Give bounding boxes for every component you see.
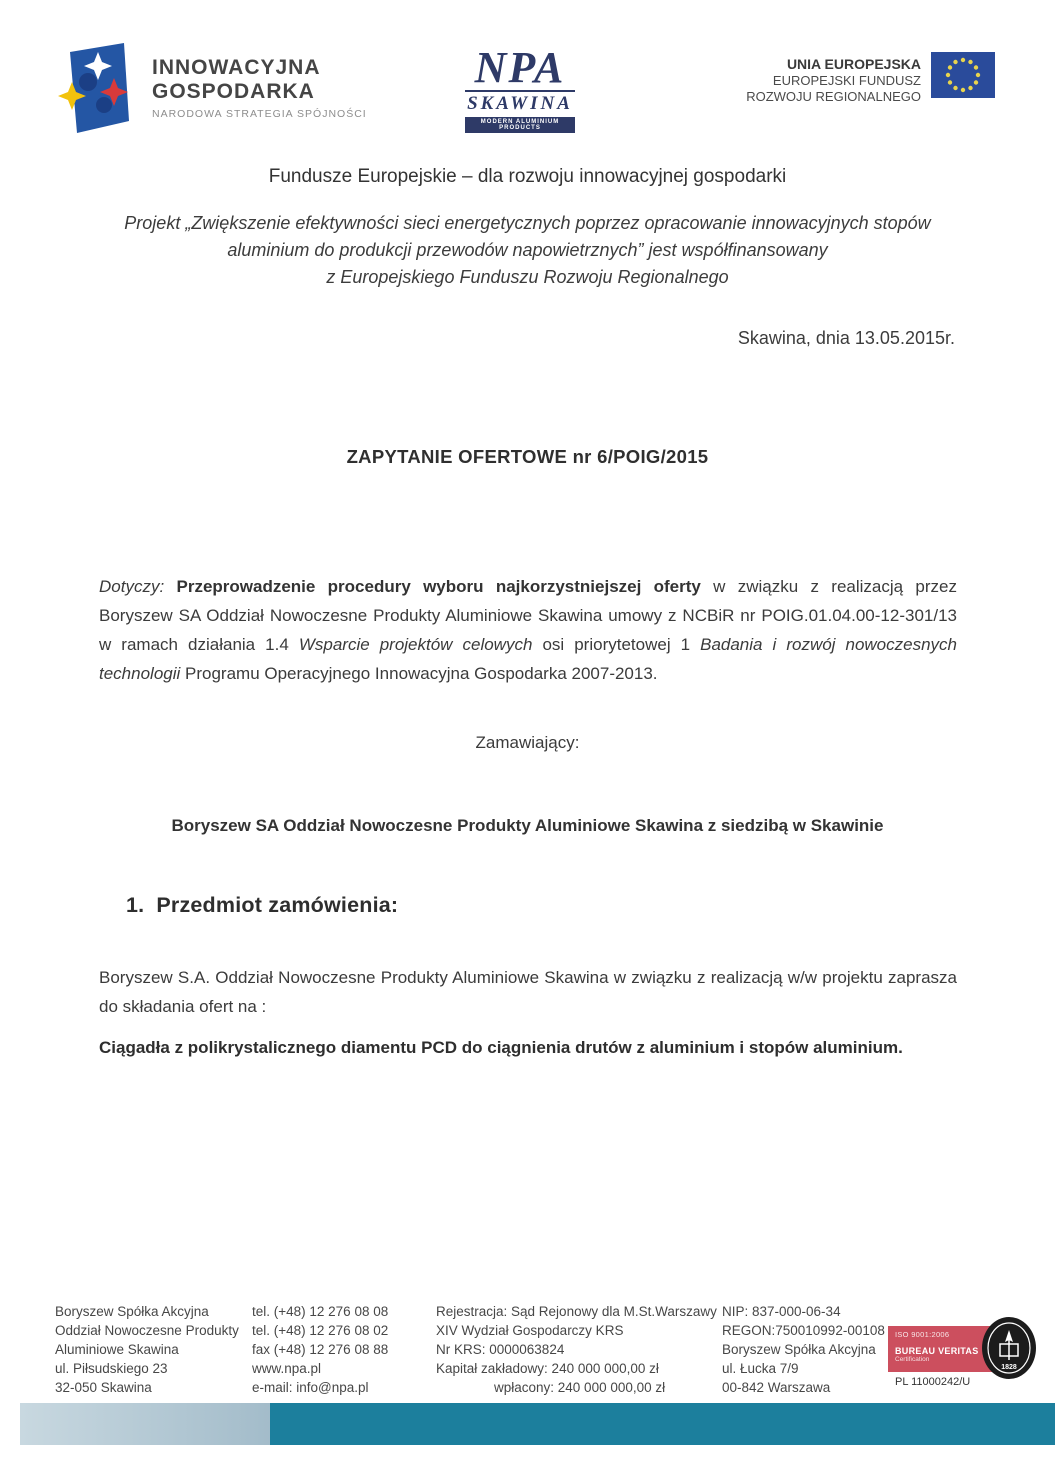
footer-line: ul. Piłsudskiego 23 [55, 1361, 168, 1376]
footer-line: tel. (+48) 12 276 08 08 [252, 1304, 389, 1319]
footer-line: NIP: 837-000-06-34 [722, 1304, 841, 1319]
footer-line: wpłacony: 240 000 000,00 zł [494, 1380, 666, 1395]
innowacyjna-gospodarka-logo [58, 42, 367, 139]
footer-registry-column [436, 1302, 721, 1397]
document-title: ZAPYTANIE OFERTOWE nr 6/POIG/2015 [346, 446, 709, 467]
section-1-title: Przedmiot zamówienia: [156, 893, 399, 917]
certificate-code: PL 11000242/U [895, 1376, 971, 1388]
project-line3: z Europejskiego Funduszu Rozwoju Regionalnego [326, 267, 729, 287]
eu-line2: EUROPEJSKI FUNDUSZ [772, 73, 921, 88]
footer-contact-column [252, 1302, 437, 1397]
project-line2: aluminium do produkcji przewodów napowietrznych” jest współfinansowany [227, 240, 828, 260]
npa-logo-tagline: MODERN ALUMINIUM PRODUCTS [465, 117, 575, 133]
eu-line3: ROZWOJU REGIONALNEGO [746, 89, 921, 104]
ig-line2: GOSPODARKA [152, 80, 315, 103]
eu-logo-text [746, 56, 921, 105]
dotyczy-paragraph [99, 572, 957, 688]
iso-certification-label: ISO 9001:2006 [895, 1330, 950, 1339]
section-1-number: 1. [126, 893, 145, 917]
subject-line: Ciągadła z polikrystalicznego diamentu PCD do ciągnienia drutów z aluminium i stopów aluminium. [99, 1038, 903, 1057]
bottom-bar-teal-segment [270, 1403, 1055, 1445]
ig-flag-icon [58, 42, 138, 139]
footer-line: 00-842 Warszawa [722, 1380, 831, 1395]
ig-logo-text [152, 56, 367, 120]
dotyczy-text3: Programu Operacyjnego Innowacyjna Gospodarka 2007-2013. [180, 664, 658, 683]
footer-address-column [55, 1302, 250, 1397]
footer-line: fax (+48) 12 276 08 88 [252, 1342, 389, 1357]
project-line1: Projekt „Zwiększenie efektywności sieci energetycznych poprzez opracowanie innowacyjnych stopów [124, 213, 931, 233]
bureau-veritas-badge [888, 1322, 1046, 1398]
certification-label: Certification [895, 1356, 930, 1363]
date-line: Skawina, dnia 13.05.2015r. [737, 328, 955, 348]
bureau-veritas-name: BUREAU VERITAS [895, 1346, 979, 1356]
section-1-body: Boryszew S.A. Oddział Nowoczesne Produkty Aluminiowe Skawina w związku z realizacją w/w projektu zaprasza do składania ofert na : [99, 968, 957, 1016]
dotyczy-label: Dotyczy: [99, 577, 177, 596]
footer-line: tel. (+48) 12 276 08 02 [252, 1323, 389, 1338]
footer-tax-column [722, 1302, 897, 1397]
ig-line1: INNOWACYJNA [152, 56, 321, 79]
footer-line: REGON:750010992-00108 [722, 1323, 885, 1338]
footer-email: e-mail: info@npa.pl [252, 1380, 369, 1395]
footer-line: Kapitał zakładowy: 240 000 000,00 zł [436, 1361, 659, 1376]
footer-line: Nr KRS: 0000063824 [436, 1342, 565, 1357]
footer-line: Boryszew Spółka Akcyjna [722, 1342, 876, 1357]
section-1-heading [126, 893, 398, 918]
footer-line: Rejestracja: Sąd Rejonowy dla M.St.Warszawy [436, 1304, 717, 1319]
npa-skawina-logo [465, 43, 575, 133]
footer-line: ul. Łucka 7/9 [722, 1361, 799, 1376]
footer-line: Boryszew Spółka Akcyjna [55, 1304, 209, 1319]
zamawiajacy-label: Zamawiający: [475, 733, 580, 752]
footer-line: Aluminiowe Skawina [55, 1342, 179, 1357]
dotyczy-italic1: Wsparcie projektów celowych [298, 635, 533, 654]
dotyczy-italic2: Badania i rozwój nowoczesnych technologii [99, 635, 957, 683]
footer-line: 32-050 Skawina [55, 1380, 152, 1395]
ig-subtitle: NARODOWA STRATEGIA SPÓJNOŚCI [152, 108, 367, 120]
eu-flag-icon [931, 52, 995, 103]
funding-line: Fundusze Europejskie – dla rozwoju innowacyjnej gospodarki [268, 166, 787, 187]
orderer-name: Boryszew SA Oddział Nowoczesne Produkty Aluminiowe Skawina z siedzibą w Skawinie [171, 816, 884, 835]
footer-line: XIV Wydział Gospodarczy KRS [436, 1323, 624, 1338]
dotyczy-text1: w związku z realizacją przez Boryszew SA Oddział Nowoczesne Produkty Aluminiowe Skawina umowy z NCBiR nr POIG.01.04.00-12-301/13 w ramach działania 1.4 [99, 577, 957, 654]
eu-line1: UNIA EUROPEJSKA [786, 56, 921, 72]
footer-line: Oddział Nowoczesne Produkty [55, 1323, 239, 1338]
npa-logo-main: NPA [474, 43, 566, 92]
footer-website: www.npa.pl [252, 1361, 322, 1376]
svg-text:1828: 1828 [1001, 1364, 1017, 1371]
dotyczy-text2: osi priorytetowej 1 [532, 635, 701, 654]
eu-logo-block [746, 52, 995, 105]
dotyczy-bold: Przeprowadzenie procedury wyboru najkorzystniejszej oferty [176, 577, 701, 596]
bureau-veritas-seal-icon [980, 1316, 1038, 1385]
project-description [0, 210, 1055, 291]
bottom-bar-light-segment [20, 1403, 270, 1445]
npa-logo-city: SKAWINA [465, 90, 575, 115]
